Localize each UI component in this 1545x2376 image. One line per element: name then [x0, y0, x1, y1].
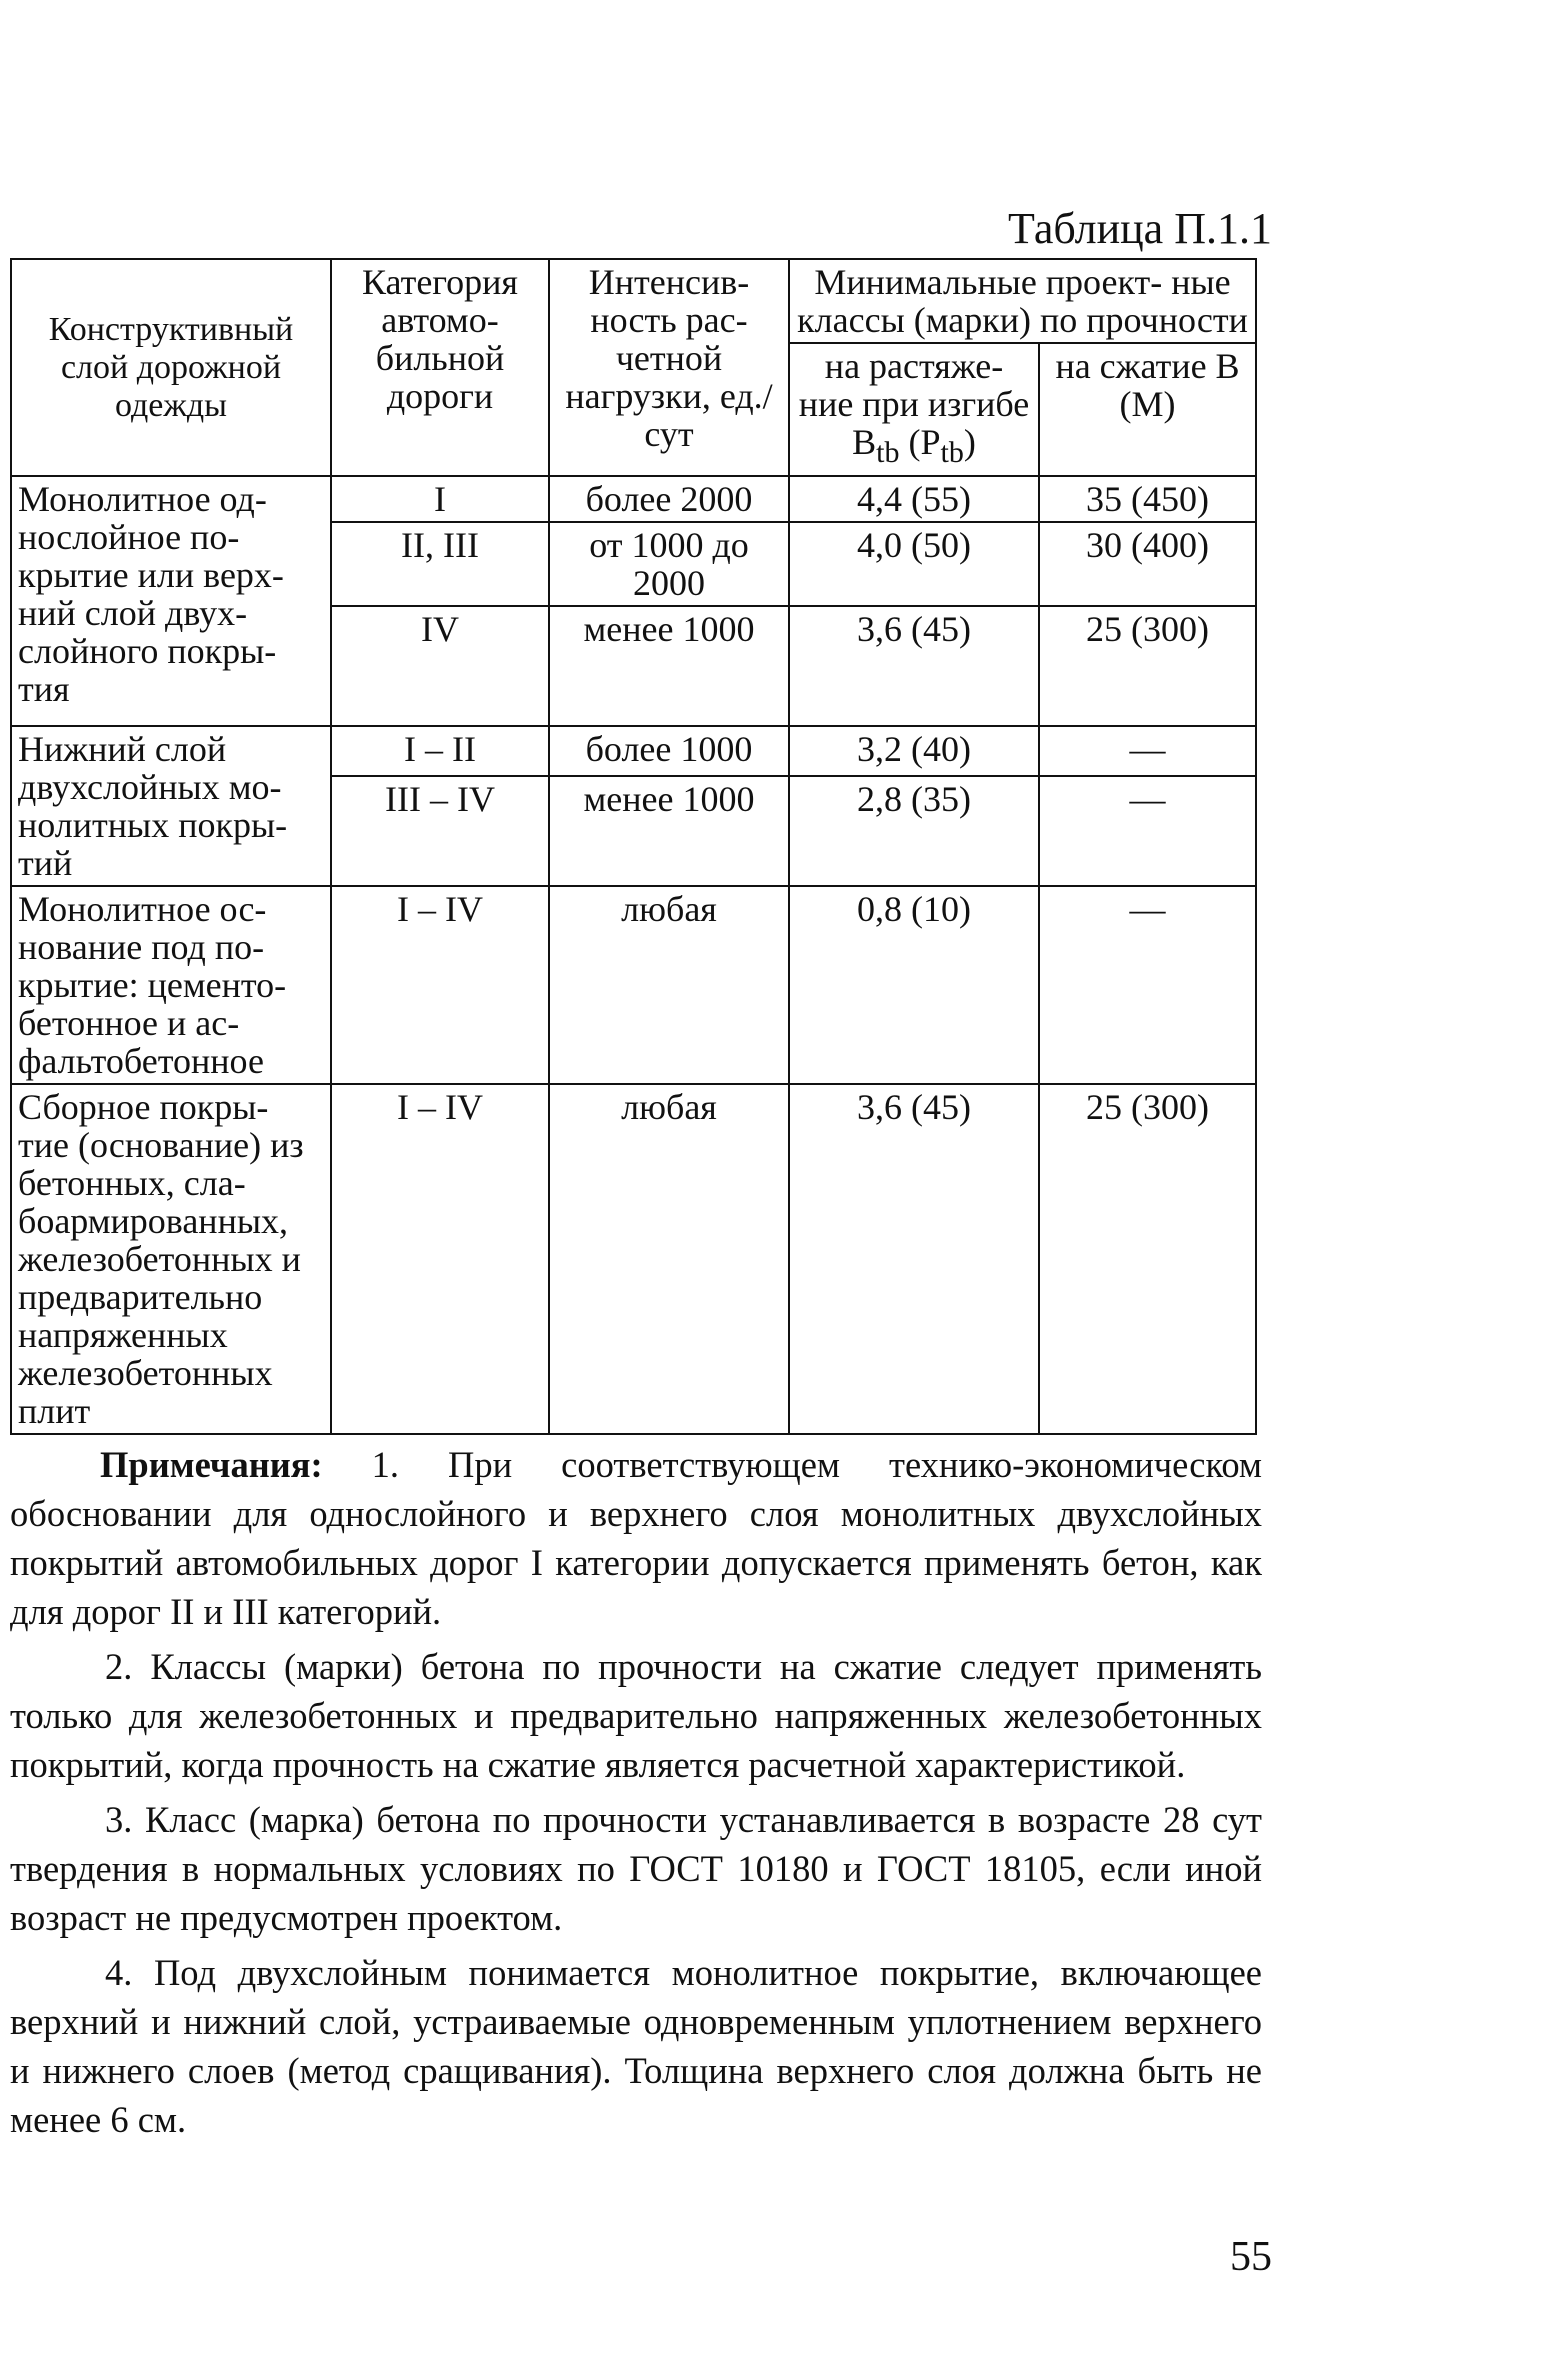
header-intensity: Интенсив- ность рас- четной нагрузки, ед./сут	[549, 259, 789, 476]
note-3: 3. Класс (марка) бетона по прочности устанавливается в возрасте 28 сут твердения в нормальных условиях по ГОСТ 10180 и ГОСТ 18105, если иной возраст не предусмотрен проектом.	[10, 1799, 1262, 1938]
note-4: 4. Под двухслойным понимается монолитное покрытие, включающее верхний и нижний слой, устраиваемые одновременным уплотнением верхнего и нижнего слоев (метод сращивания). Толщина верхнего слоя должна быть не менее 6 см.	[10, 1952, 1262, 2140]
intensity-cell: менее 1000	[549, 776, 789, 886]
tension-cell: 3,6 (45)	[789, 1084, 1039, 1434]
category-cell: I – II	[331, 726, 549, 776]
compression-cell: 30 (400)	[1039, 522, 1256, 606]
tension-cell: 4,0 (50)	[789, 522, 1039, 606]
table-row	[11, 1084, 1256, 1434]
header-tension-paren: (P	[908, 422, 941, 462]
layer-cell: Монолитное ос- нование под по- крытие: цементо- бетонное и ас- фальтобетонное	[11, 886, 331, 1084]
layer-cell: Нижний слой двухслойных мо- нолитных покры- тий	[11, 726, 331, 886]
intensity-cell: любая	[549, 1084, 789, 1434]
intensity-cell: любая	[549, 886, 789, 1084]
compression-cell: 25 (300)	[1039, 1084, 1256, 1434]
intensity-cell: менее 1000	[549, 606, 789, 726]
table-row	[11, 726, 1256, 776]
header-tension-sub: tb	[876, 436, 900, 470]
layer-cell: Монолитное од- нослойное по- крытие или верх- ний слой двух- слойного покры- тия	[11, 476, 331, 726]
category-cell: II, III	[331, 522, 549, 606]
intensity-cell: более 2000	[549, 476, 789, 522]
notes-heading: Примечания:	[100, 1444, 323, 1485]
category-cell: III – IV	[331, 776, 549, 886]
header-tension-text: на растяже- ние при изгибе B	[798, 346, 1030, 462]
table-row	[11, 476, 1256, 522]
table-caption: Таблица П.1.1	[1008, 204, 1272, 253]
intensity-cell: от 1000 до 2000	[549, 522, 789, 606]
concrete-classes-table	[10, 258, 1257, 1435]
header-tension	[789, 343, 1039, 476]
header-min-classes: Минимальные проект- ные классы (марки) по прочности	[789, 259, 1256, 343]
compression-cell: 25 (300)	[1039, 606, 1256, 726]
layer-cell: Сборное покры- тие (основание) из бетонных, сла- боармированных, железобетонных и предварительно напряженных железобетонных плит	[11, 1084, 331, 1434]
category-cell: I – IV	[331, 886, 549, 1084]
category-cell: I	[331, 476, 549, 522]
table-header-row	[11, 259, 1256, 343]
tension-cell: 3,6 (45)	[789, 606, 1039, 726]
table-row	[11, 886, 1256, 1084]
compression-cell: —	[1039, 886, 1256, 1084]
header-compression: на сжатие B (M)	[1039, 343, 1256, 476]
category-cell: I – IV	[331, 1084, 549, 1434]
tension-cell: 4,4 (55)	[789, 476, 1039, 522]
compression-cell: 35 (450)	[1039, 476, 1256, 522]
tension-cell: 3,2 (40)	[789, 726, 1039, 776]
category-cell: IV	[331, 606, 549, 726]
notes-section	[10, 1440, 1262, 2150]
compression-cell: —	[1039, 776, 1256, 886]
intensity-cell: более 1000	[549, 726, 789, 776]
tension-cell: 0,8 (10)	[789, 886, 1039, 1084]
tension-cell: 2,8 (35)	[789, 776, 1039, 886]
header-category: Категория автомо- бильной дороги	[331, 259, 549, 476]
page-number: 55	[1230, 2234, 1272, 2280]
note-1	[10, 1440, 1262, 1636]
header-layer: Конструктивный слой дорожной одежды	[11, 259, 331, 476]
header-tension-paren-close: )	[963, 422, 976, 462]
header-tension-paren-sub: tb	[940, 436, 964, 470]
compression-cell: —	[1039, 726, 1256, 776]
note-1-text: 1. При соответствующем технико-экономическом обосновании для однослойного и верхнего слоя монолитных двухслойных покрытий автомобильных дорог I категории допускается применять бетон, как для дорог II и III категорий.	[10, 1444, 1262, 1632]
note-2: 2. Классы (марки) бетона по прочности на сжатие следует применять только для железобетонных и предварительно напряженных железобетонных покрытий, когда прочность на сжатие является расчетной характеристикой.	[10, 1646, 1262, 1785]
